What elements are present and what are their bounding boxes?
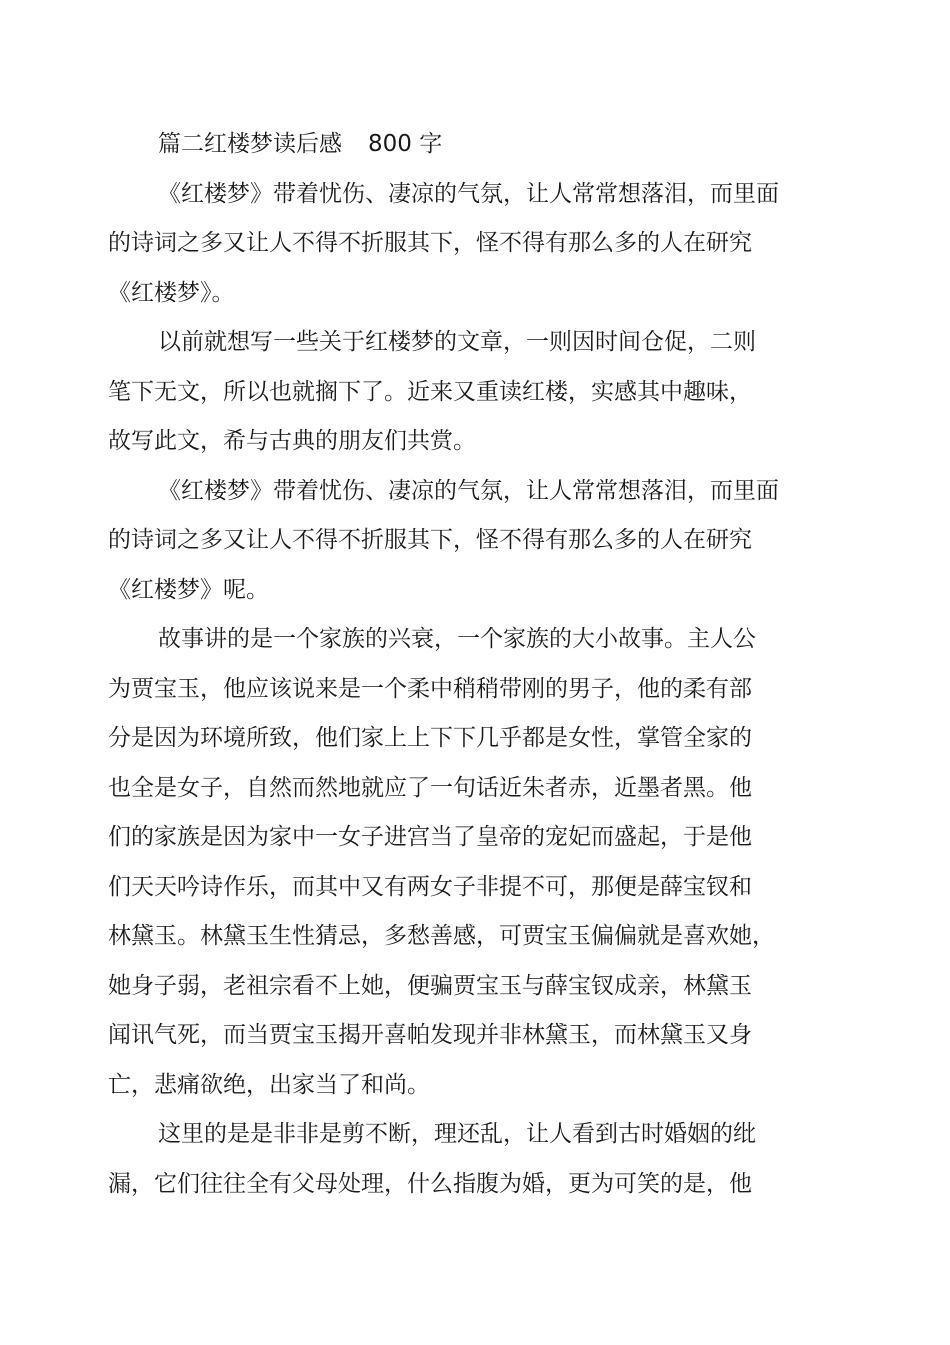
paragraph-line: 也全是女子，自然而然地就应了一句话近朱者赤，近墨者黑。他 (108, 774, 752, 801)
paragraph-line: 的诗词之多又让人不得不折服其下，怪不得有那么多的人在研究 (108, 527, 752, 553)
paragraph-line: 笔下无文，所以也就搁下了。近来又重读红楼，实感其中趣味， (108, 378, 752, 405)
paragraph-line: 《红楼梦》带着忧伤、凄凉的气氛，让人常常想落泪，而里面 (158, 477, 779, 504)
paragraph-line: 《红楼梦》。 (108, 279, 235, 306)
document-title (108, 120, 788, 170)
paragraph-line: 亡，悲痛欲绝，出家当了和尚。 (108, 1071, 430, 1098)
paragraph-line: 故事讲的是一个家族的兴衰，一个家族的大小故事。主人公 (158, 626, 756, 652)
paragraph-line: 们天天吟诗作乐，而其中又有两女子非提不可，那便是薛宝钗和 (108, 873, 752, 900)
paragraph-line: 的诗词之多又让人不得不折服其下，怪不得有那么多的人在研究 (108, 230, 752, 256)
paragraph-line: 《红楼梦》带着忧伤、凄凉的气氛，让人常常想落泪，而里面 (158, 180, 779, 207)
paragraph (108, 1110, 788, 1209)
paragraph-line: 林黛玉。林黛玉生性猜忌，多愁善感，可贾宝玉偏偏就是喜欢她， (108, 923, 775, 949)
paragraph-line: 她身子弱，老祖宗看不上她，便骗贾宝玉与薛宝钗成亲，林黛玉 (108, 972, 752, 999)
paragraph (108, 615, 788, 1110)
document-body (108, 120, 788, 1209)
title-text: 篇二红楼梦读后感 (158, 131, 342, 157)
paragraph (108, 318, 788, 467)
paragraph-line: 分是因为环境所致，他们家上上下下几乎都是女性，掌管全家的 (108, 725, 752, 751)
paragraph-line: 故写此文，希与古典的朋友们共赏。 (108, 428, 476, 454)
paragraph-line: 漏，它们往往全有父母处理，什么指腹为婚，更为可笑的是，他 (108, 1170, 752, 1197)
paragraph (108, 467, 788, 616)
paragraph-line: 为贾宝玉，他应该说来是一个柔中稍稍带刚的男子，他的柔有部 (108, 675, 752, 702)
paragraph-line: 闻讯气死，而当贾宝玉揭开喜帕发现并非林黛玉，而林黛玉又身 (108, 1022, 752, 1048)
paragraph (108, 170, 788, 319)
paragraph-line: 这里的是是非非是剪不断，理还乱，让人看到古时婚姻的纰 (158, 1121, 756, 1147)
paragraph-line: 以前就想写一些关于红楼梦的文章，一则因时间仓促，二则 (158, 329, 756, 355)
paragraph-line: 们的家族是因为家中一女子进宫当了皇帝的宠妃而盛起，于是他 (108, 824, 752, 850)
paragraph-line: 《红楼梦》呢。 (108, 576, 269, 603)
title-word-count: 800 字 (368, 131, 443, 157)
paragraph-list (108, 170, 788, 1210)
